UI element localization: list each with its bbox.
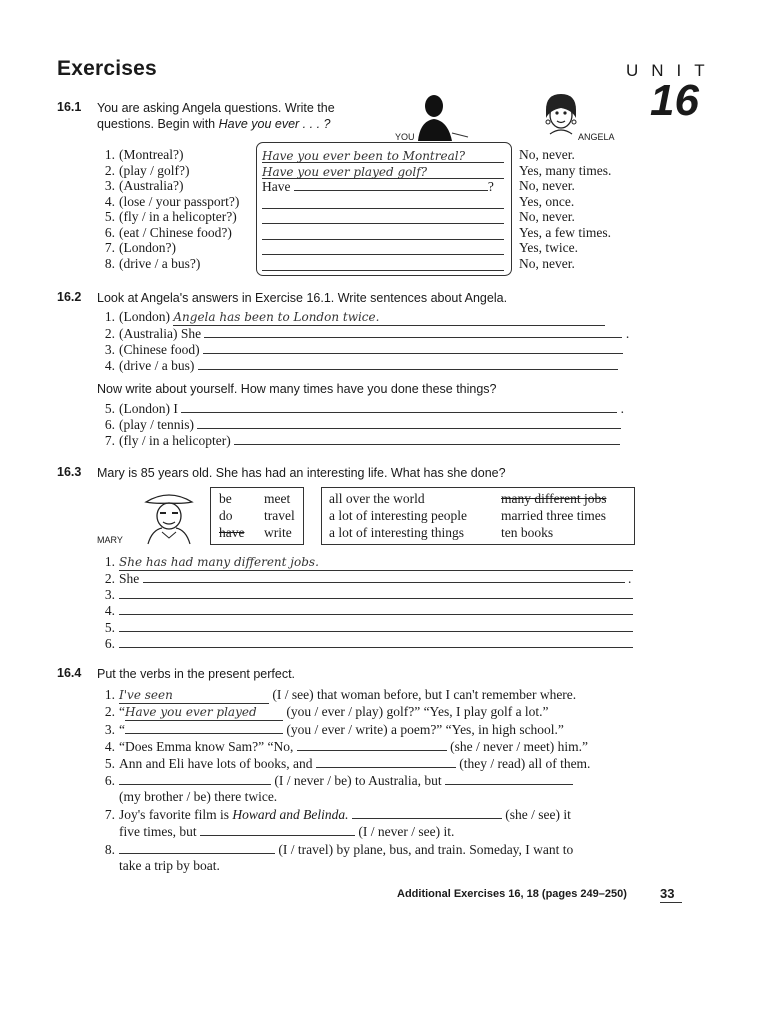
angela-answer: Yes, many times.	[519, 163, 612, 178]
exercise-number-16-2: 16.2	[57, 290, 82, 304]
phrase: a lot of interesting things	[329, 525, 464, 540]
answer-line[interactable]	[262, 209, 504, 224]
list-item: 6. (eat / Chinese food?)	[104, 225, 232, 240]
page-number: 33	[660, 886, 682, 903]
list-item: 5. (fly / in a helicopter?)	[104, 209, 237, 224]
list-item: 8. (I / travel) by plane, bus, and train. Someday, I want to	[104, 842, 574, 857]
list-item: 1. (Montreal?)	[104, 147, 184, 162]
mary-portrait-icon	[138, 488, 200, 546]
unit-number: 16	[650, 76, 699, 125]
answer-line[interactable]	[262, 194, 504, 209]
angela-answer: Yes, once.	[519, 194, 575, 209]
angela-answer: Yes, a few times.	[519, 225, 611, 240]
phrase: ten books	[501, 525, 554, 540]
phrase: married three times	[501, 508, 606, 523]
exercise-16-1-instruction	[97, 100, 335, 132]
phrase: all over the world	[329, 491, 425, 506]
list-item: 6. (I / never / be) to Australia, but	[97, 772, 573, 789]
list-item: 3. “ (you / ever / write) a poem?” “Yes, in high school.”	[104, 722, 564, 737]
angela-answer: No, never.	[519, 209, 575, 224]
verb: travel	[264, 508, 295, 523]
list-item: 7. (London?)	[104, 240, 176, 255]
list-item-continuation: five times, but (I / never / see) it.	[119, 824, 455, 839]
phrase: a lot of interesting people	[329, 508, 467, 523]
exercise-16-2-instruction: Look at Angela's answers in Exercise 16.1. Write sentences about Angela.	[97, 291, 508, 305]
list-item: 6.	[97, 635, 633, 652]
answer-line[interactable]: Have you ever played golf?	[262, 163, 504, 179]
list-item: 4. (lose / your passport?)	[104, 194, 240, 209]
answer-line[interactable]	[262, 225, 504, 240]
list-item: 4. “Does Emma know Sam?” “No, (she / never / meet) him.”	[104, 739, 589, 754]
angela-answer: No, never.	[519, 147, 575, 162]
mary-label: MARY	[97, 535, 123, 545]
list-item: 5. Ann and Eli have lots of books, and (they / read) all of them.	[104, 756, 591, 771]
phrase-used: many different jobs	[501, 491, 607, 506]
you-silhouette-icon	[410, 93, 470, 143]
answer-line[interactable]: Have you ever been to Montreal?	[262, 147, 504, 163]
list-item: 6. (play / tennis)	[97, 416, 621, 433]
exercise-number-16-1: 16.1	[57, 100, 82, 114]
list-item: 3.	[97, 586, 633, 603]
list-item: 5.	[97, 619, 633, 636]
verb: be	[219, 491, 232, 506]
list-item: 1. (London) Angela has been to London twice.	[97, 309, 637, 326]
list-item: 2. (play / golf?)	[104, 163, 190, 178]
list-item-continuation: (my brother / be) there twice.	[119, 789, 278, 804]
exercise-16-2-instruction-b: Now write about yourself. How many times have you done these things?	[97, 382, 497, 396]
answer-line-3[interactable]: Have ?	[262, 179, 494, 194]
footer-reference: Additional Exercises 16, 18 (pages 249–250)	[397, 888, 627, 900]
angela-label: ANGELA	[578, 132, 615, 142]
exercise-16-3-instruction: Mary is 85 years old. She has had an interesting life. What has she done?	[97, 466, 506, 480]
verb: do	[219, 508, 233, 523]
exercise-number-16-4: 16.4	[57, 666, 82, 680]
angela-face-icon	[538, 90, 584, 136]
page-title: Exercises	[57, 57, 157, 80]
exercise-number-16-3: 16.3	[57, 465, 82, 479]
list-item: 1. I've seen (I / see) that woman before, but I can't remember where.	[104, 687, 577, 702]
list-item: 8. (drive / a bus?)	[104, 256, 201, 271]
list-item: 7. Joy's favorite film is Howard and Belinda. (she / see) it	[104, 807, 571, 822]
unit-label: UNIT	[626, 61, 718, 80]
answer-line[interactable]	[262, 256, 504, 271]
verb-used: have	[219, 525, 245, 540]
angela-answer: No, never.	[519, 178, 575, 193]
list-item: 4.	[97, 602, 633, 619]
list-item: 2. “Have you ever played (you / ever / play) golf?” “Yes, I play golf a lot.”	[104, 704, 549, 719]
list-item: 3. (Australia?)	[104, 178, 184, 193]
instruction-line-1: You are asking Angela questions. Write the	[97, 101, 335, 115]
list-item: 5. (London) I .	[104, 401, 624, 416]
list-item: 3. (Chinese food)	[97, 341, 623, 358]
exercise-16-4-instruction: Put the verbs in the present perfect.	[97, 667, 296, 681]
verb: meet	[264, 491, 291, 506]
instruction-line-2: questions. Begin with Have you ever . . . ?	[97, 117, 331, 131]
list-item: 4. (drive / a bus)	[97, 357, 618, 374]
angela-answer: Yes, twice.	[519, 240, 579, 255]
list-item: 1. She has had many different jobs.	[97, 554, 633, 571]
list-item: 7. (fly / in a helicopter)	[97, 432, 620, 449]
list-item: 2. (Australia) She .	[104, 326, 630, 341]
list-item: 2. She .	[104, 571, 632, 586]
verb: write	[264, 525, 292, 540]
you-label: YOU	[395, 132, 415, 142]
list-item-continuation: take a trip by boat.	[119, 858, 220, 873]
answer-line[interactable]	[262, 240, 504, 255]
angela-answer: No, never.	[519, 256, 575, 271]
